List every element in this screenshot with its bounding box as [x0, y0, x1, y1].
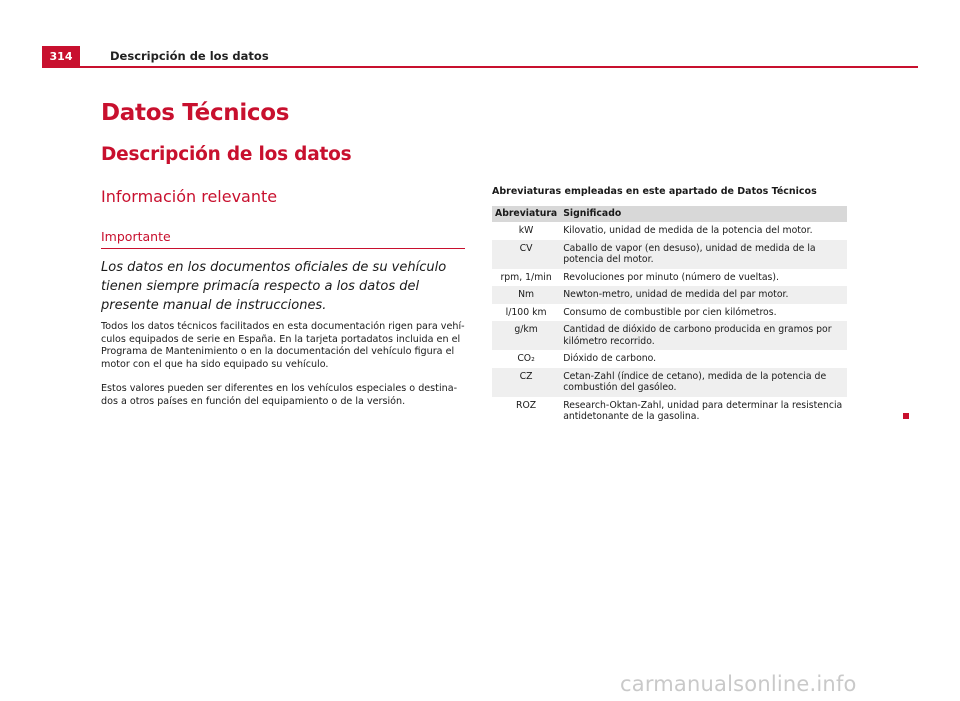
chapter-title: Datos Técnicos — [101, 100, 290, 126]
meaning-cell: Kilovatio, unidad de medida de la potencia del motor. — [563, 225, 813, 236]
subsection-title: Información relevante — [101, 187, 278, 206]
table-row — [492, 286, 847, 304]
meaning-cell: Revoluciones por minuto (número de vueltas). — [563, 271, 779, 283]
watermark: carmanualsonline.info — [620, 672, 857, 696]
section-end-marker — [903, 413, 909, 419]
abbreviation-cell: CZ — [492, 368, 560, 397]
meaning-cell: Research-Oktan-Zahl, unidad para determinar la resistencia antidetonante de la gasolina. — [563, 399, 843, 422]
meaning-cell: Newton-metro, unidad de medida del par motor. — [560, 286, 847, 304]
abbreviation-cell: kW — [518, 225, 534, 236]
abbreviation-cell: ROZ — [516, 399, 537, 411]
abbreviation-cell: CO₂ — [517, 353, 535, 364]
abbreviations-caption: Abreviaturas empleadas en este apartado de Datos Técnicos — [492, 186, 817, 197]
body-paragraph-2: Estos valores pueden ser diferentes en los vehículos especiales o destinados a otros países en función del equipamiento o de la versión. — [101, 383, 458, 407]
abbreviation-cell: CV — [492, 240, 560, 269]
meaning-cell: Consumo de combustible por cien kilómetros. — [563, 306, 777, 318]
table-row — [492, 321, 847, 350]
table-row — [492, 269, 847, 287]
meaning-cell: Caballo de vapor (en desuso), unidad de medida de la potencia del motor. — [560, 240, 847, 269]
important-title: Importante — [101, 229, 171, 244]
table-row — [492, 304, 847, 322]
abbreviation-cell: rpm, 1/min — [500, 271, 552, 283]
table-row — [492, 240, 847, 269]
page-number: 314 — [42, 46, 80, 66]
important-note — [101, 229, 465, 315]
table-row — [492, 368, 847, 397]
meaning-cell: Cantidad de dióxido de carbono producida en gramos por kilómetro recorrido. — [560, 321, 847, 350]
page-header — [42, 46, 918, 66]
header-divider — [42, 66, 918, 68]
abbreviation-cell: Nm — [492, 286, 560, 304]
important-divider — [101, 248, 465, 249]
column-header-abbreviation: Abreviatura — [492, 206, 560, 222]
section-title: Descripción de los datos — [101, 144, 352, 165]
body-paragraph-1: Todos los datos técnicos facilitados en esta documentación rigen para vehículos equipados de serie en España. En la tarjeta portadatos incluida en el Programa de Mantenimiento o en la documentación del vehículo figura el motor con el que ha sido equipado su vehículo. — [101, 321, 465, 370]
meaning-cell: Cetan-Zahl (índice de cetano), medida de la potencia de combustión del gasóleo. — [560, 368, 847, 397]
table-header-row — [492, 206, 847, 222]
header-title: Descripción de los datos — [110, 49, 269, 63]
meaning-cell: Dióxido de carbono. — [563, 353, 657, 364]
table-row — [492, 350, 847, 368]
important-text: Los datos en los documentos oficiales de su vehículo tienen siempre primacía respecto a los datos del presente manual de instrucciones. — [101, 260, 447, 313]
abbreviations-table — [492, 206, 847, 426]
abbreviation-cell: l/100 km — [505, 306, 547, 318]
table-row — [492, 397, 847, 426]
table-row — [492, 222, 847, 240]
abbreviation-cell: g/km — [492, 321, 560, 350]
column-header-meaning: Significado — [560, 206, 847, 222]
